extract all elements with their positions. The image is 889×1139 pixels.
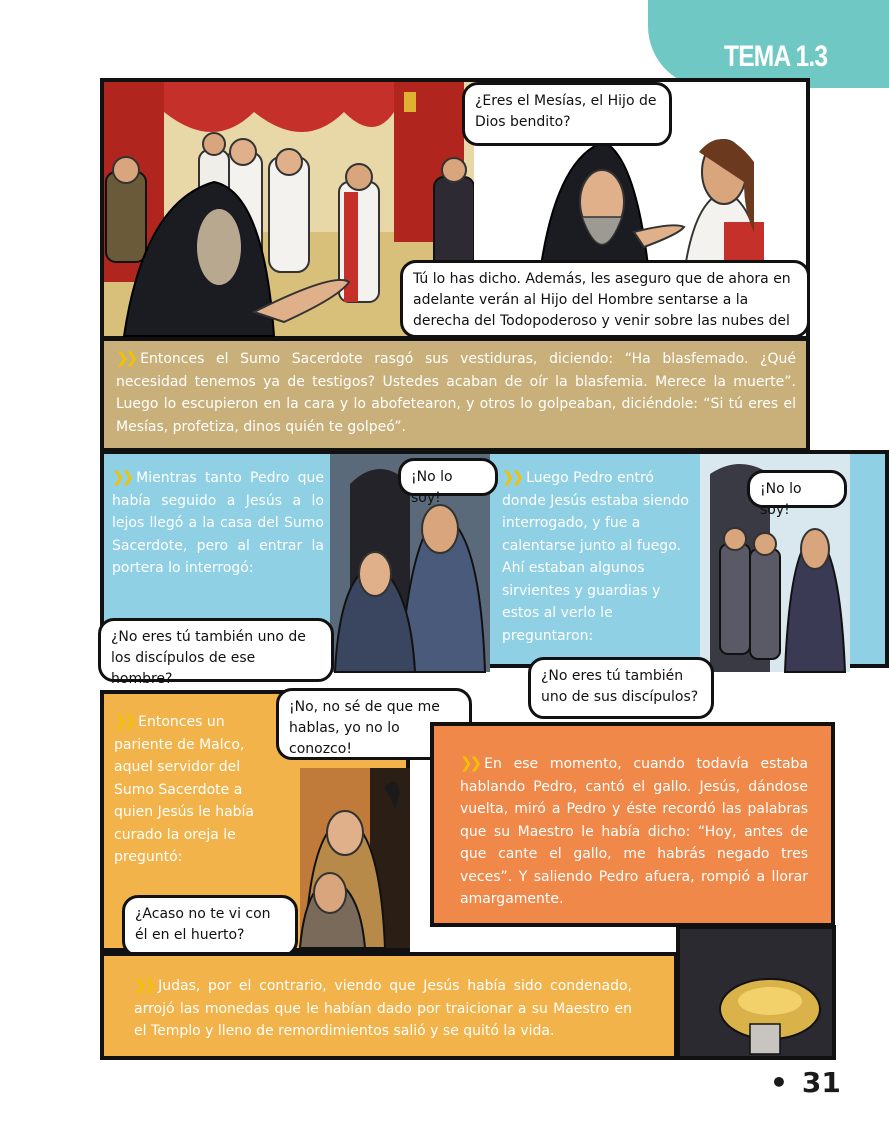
narration-portera-text xyxy=(112,466,324,580)
panel-judas-image xyxy=(676,925,836,1060)
speech-bubble-pedro-2: ¡No lo soy! xyxy=(747,470,847,508)
page-number xyxy=(770,1066,841,1099)
narration-judas: Judas, por el contrario, viendo que Jesús había sido condenado, arrojó las monedas que le habían dado por traicionar a su Maestro en el Templo y lleno de remordimientos salió y se quitó la vida. xyxy=(134,978,632,1039)
chevron-icon: ❯❯ xyxy=(134,976,154,994)
narration-blasfemia-text xyxy=(116,347,796,438)
panel-judas xyxy=(100,952,678,1060)
panel-canto-gallo xyxy=(430,722,835,927)
page-bullet: • xyxy=(770,1066,788,1099)
narration-blasfemia: Entonces el Sumo Sacerdote rasgó sus vestiduras, diciendo: “Ha blasfemado. ¿Qué necesidad tenemos ya de testigos? Ustedes acaban de oír la blasfemia. Merece la muerte”. Luego lo escupieron en la cara y lo abofetearon, y otros lo golpeaban, diciéndole: “Si tú eres el Mesías, profetiza, dinos quién te golpeó”. xyxy=(116,351,796,435)
chevron-icon: ❯❯ xyxy=(114,712,134,730)
chevron-icon: ❯❯ xyxy=(112,468,132,486)
pariente-illustration xyxy=(300,768,410,948)
speech-bubble-pariente: ¿Acaso no te vi con él en el huerto? xyxy=(122,895,298,957)
speech-bubble-guardias: ¿No eres tú también uno de sus discípulos? xyxy=(528,657,714,719)
narration-fuego: Luego Pedro entró donde Jesús estaba siendo interrogado, y fue a calentarse junto al fuego. Ahí estaban algunos sirvientes y guardias y estos al verlo le preguntaron: xyxy=(502,470,689,644)
narration-portera: Mientras tanto Pedro que había seguido a Jesús a lo lejos llegó a la casa del Sumo Sacerdote, pero al entrar la portera lo interrogó: xyxy=(112,470,324,576)
chevron-icon: ❯❯ xyxy=(116,349,136,367)
tema-title: TEMA 1.3 xyxy=(724,40,828,73)
chevron-icon: ❯❯ xyxy=(460,754,480,772)
speech-bubble-question: ¿Eres el Mesías, el Hijo de Dios bendito? xyxy=(462,82,672,146)
speech-bubble-portera: ¿No eres tú también uno de los discípulos de ese hombre? xyxy=(98,618,334,682)
panel-narration-blasfemia xyxy=(100,337,810,452)
narration-gallo: En ese momento, cuando todavía estaba hablando Pedro, cantó el gallo. Jesús, dándose vuelta, miró a Pedro y éste recordó las palabras que su Maestro le había dicho: “Hoy, antes de que cante el gallo, me habrás negado tres veces”. Y saliendo Pedro afuera, rompió a llorar amargamente. xyxy=(460,756,808,907)
speech-bubble-answer: Tú lo has dicho. Además, les aseguro que de ahora en adelante verán al Hijo del Hombre sentarse a la derecha del Todopoderoso y venir sobre las nubes del xyxy=(400,260,810,338)
monedas-illustration xyxy=(680,929,832,1056)
narration-malco-text xyxy=(114,710,272,869)
narration-gallo-text xyxy=(460,752,808,911)
speech-bubble-pedro-1: ¡No lo soy! xyxy=(398,458,498,496)
narration-judas-text xyxy=(134,974,632,1043)
narration-fuego-text xyxy=(502,466,694,647)
panel-sanhedrin xyxy=(100,78,810,340)
narration-malco: Entonces un pariente de Malco, aquel servidor del Sumo Sacerdote a quien Jesús le había curado la oreja le preguntó: xyxy=(114,714,254,865)
speech-bubble-pedro-3: ¡No, no sé de que me hablas, yo no lo conozco! xyxy=(276,688,472,760)
chevron-icon: ❯❯ xyxy=(502,468,522,486)
page-number-value: 31 xyxy=(801,1066,841,1099)
